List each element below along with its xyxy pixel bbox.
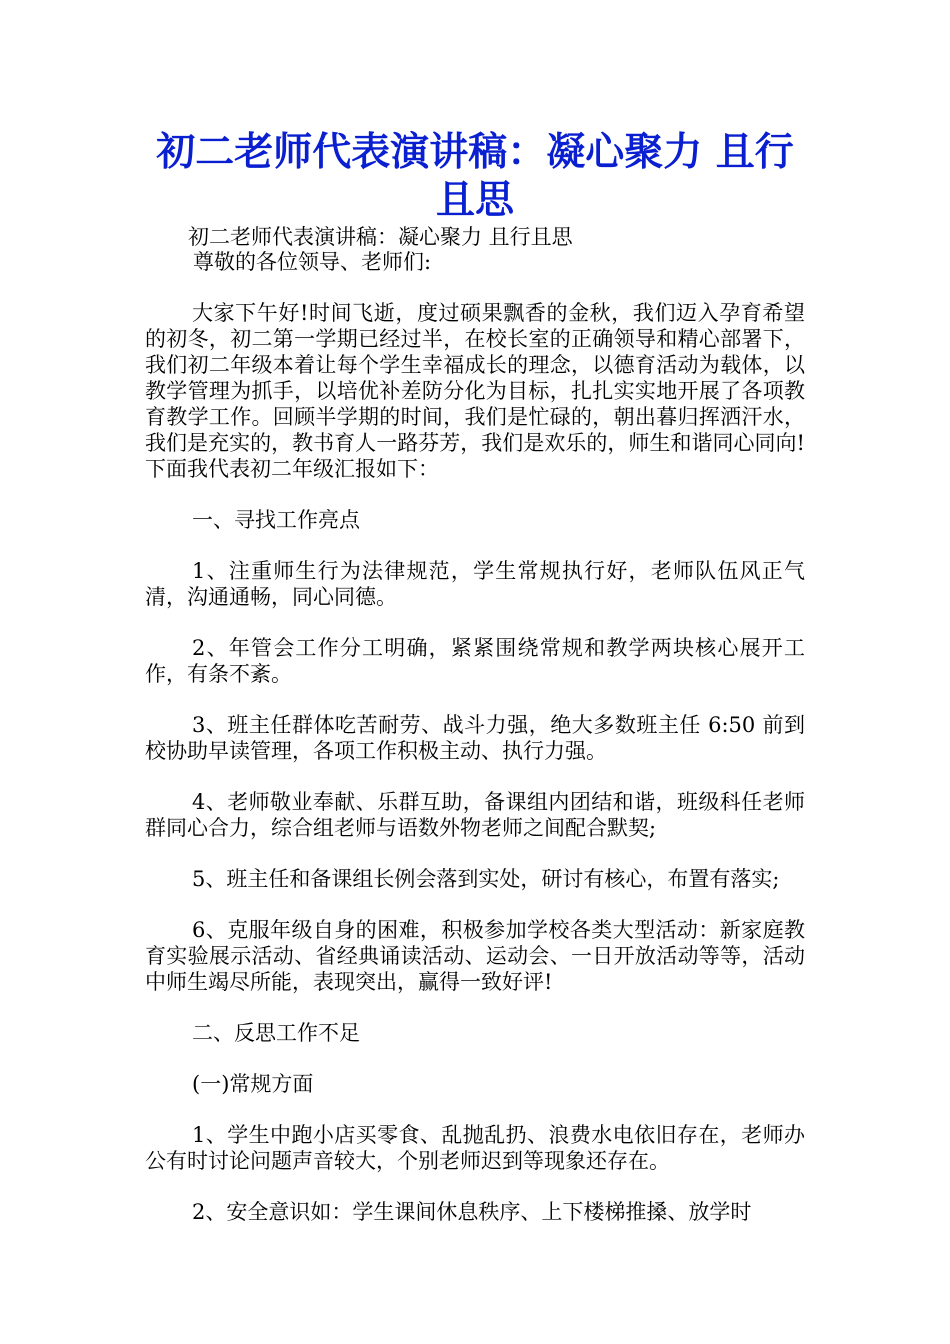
list-item: 4、老师敬业奉献、乐群互助，备课组内团结和谐，班级科任老师群同心合力，综合组老师与语数外物老师之间配合默契; bbox=[145, 790, 805, 840]
section-heading-highlights: 一、寻找工作亮点 bbox=[192, 508, 360, 532]
paragraph-intro: 大家下午好!时间飞逝，度过硕果飘香的金秋，我们迈入孕育希望的初冬，初二第一学期已经过半，在校长室的正确领导和精心部署下，我们初二年级本着让每个学生幸福成长的理念，以德育活动为载体，以教学管理为抓手，以培优补差防分化为目标，扎扎实实地开展了各项教育教学工作。回顾半学期的时间，我们是忙碌的，朝出暮归挥洒汗水，我们是充实的，教书育人一路芬芳，我们是欢乐的，师生和谐同心同向!下面我代表初二年级汇报如下： bbox=[145, 301, 805, 481]
list-item: 5、班主任和备课组长例会落到实处，研讨有核心，布置有落实; bbox=[192, 867, 780, 891]
list-item: 3、班主任群体吃苦耐劳、战斗力强，绝大多数班主任 6:50 前到校协助早读管理，各项工作积极主动、执行力强。 bbox=[145, 713, 805, 763]
document-body bbox=[145, 300, 805, 1250]
greeting-line: 尊敬的各位领导、老师们: bbox=[193, 250, 432, 274]
document-subtitle: 初二老师代表演讲稿：凝心聚力 且行且思 bbox=[188, 225, 573, 249]
document-title: 初二老师代表演讲稿：凝心聚力 且行且思 bbox=[156, 129, 794, 223]
subsection-heading-routine: (一)常规方面 bbox=[192, 1072, 314, 1096]
section-heading-shortcomings: 二、反思工作不足 bbox=[192, 1021, 360, 1045]
list-item: 1、学生中跑小店买零食、乱抛乱扔、浪费水电依旧存在，老师办公有时讨论问题声音较大，个别老师迟到等现象还存在。 bbox=[145, 1123, 805, 1173]
list-item: 2、安全意识如：学生课间休息秩序、上下楼梯推搡、放学时 bbox=[192, 1200, 752, 1224]
list-item: 6、克服年级自身的困难，积极参加学校各类大型活动：新家庭教育实验展示活动、省经典诵读活动、运动会、一日开放活动等等，活动中师生竭尽所能，表现突出，赢得一致好评! bbox=[145, 918, 805, 994]
list-item: 2、年管会工作分工明确，紧紧围绕常规和教学两块核心展开工作，有条不紊。 bbox=[145, 636, 805, 686]
list-item: 1、注重师生行为法律规范，学生常规执行好，老师队伍风正气清，沟通通畅，同心同德。 bbox=[145, 559, 805, 609]
